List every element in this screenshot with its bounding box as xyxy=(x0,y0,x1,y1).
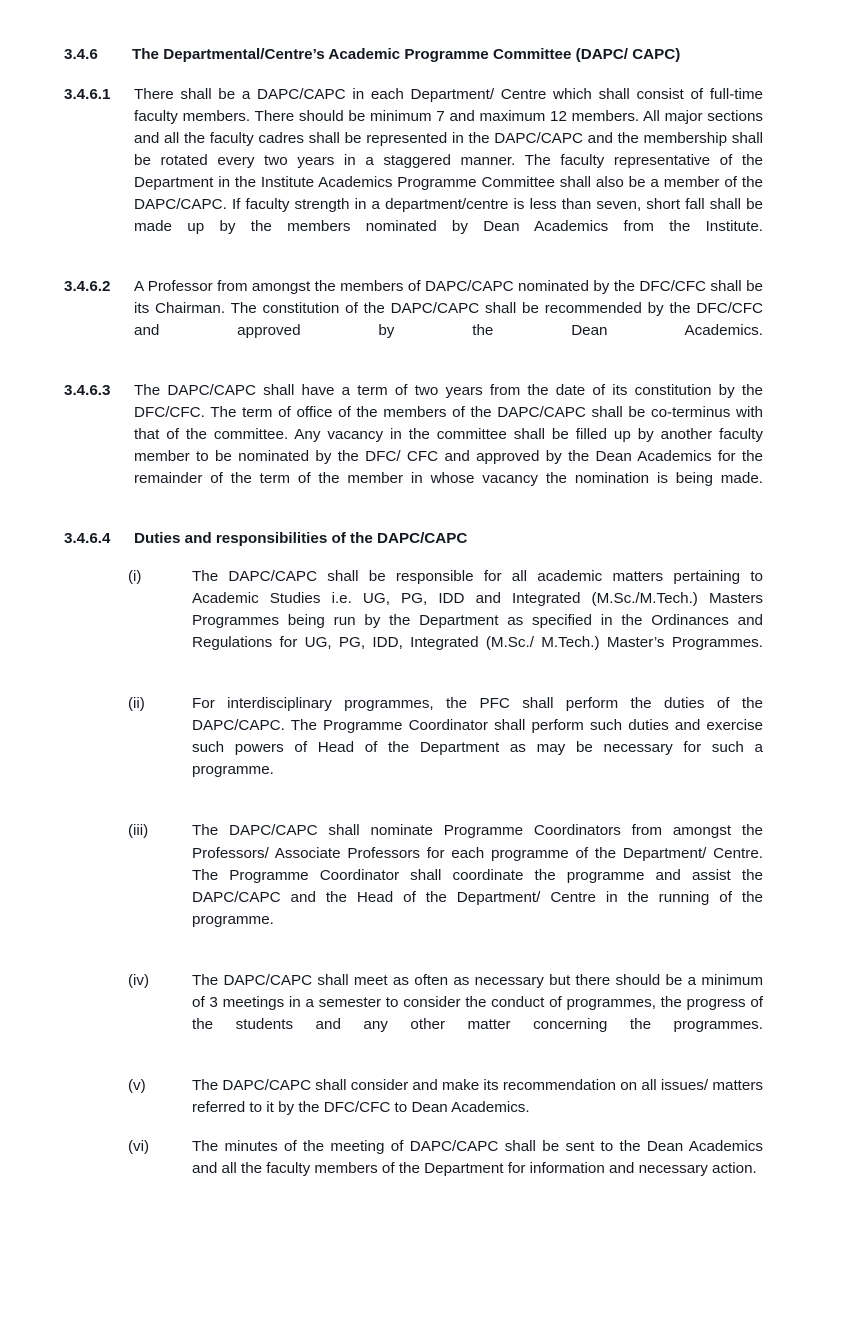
list-item-label: (iii) xyxy=(128,822,149,840)
section-title: The Departmental/Centre’s Academic Programme Committee (DAPC/ CAPC) xyxy=(132,46,681,63)
list-item xyxy=(128,566,763,676)
clause-3-4-6-1 xyxy=(64,84,763,260)
clause-text: The DAPC/CAPC shall have a term of two years from the date of its constitution by the DFC/CFC. The term of office of the members of the DAPC/CAPC shall be co-terminus with that of the committee. Any vacancy in the committee shall be filled up by another faculty member to be nominated by the DFC/ CFC and approved by the Dean Academics for the remainder of the term of the member in whose vacancy the nomination is being made. xyxy=(134,381,763,488)
clause-3-4-6-2 xyxy=(64,276,763,364)
clause-text: There shall be a DAPC/CAPC in each Department/ Centre which shall consist of full-time faculty members. There should be minimum 7 and maximum 12 members. All major sections and all the faculty cadres shall be represented in the DAPC/CAPC and the membership shall be rotated every two years in a staggered manner. The faculty representative of the Department in the Institute Academics Programme Committee shall also be a member of the DAPC/CAPC. If faculty strength in a department/centre is less than seven, short fall shall be made up by the members nominated by Dean Academics from the Institute. xyxy=(134,85,763,235)
section-heading xyxy=(64,44,763,66)
clause-heading-text: Duties and responsibilities of the DAPC/CAPC xyxy=(134,530,468,548)
clause-number: 3.4.6.3 xyxy=(64,381,111,399)
list-item xyxy=(128,970,763,1058)
list-item-label: (i) xyxy=(128,568,142,586)
list-item xyxy=(128,1136,763,1180)
list-item xyxy=(128,820,763,952)
list-item-label: (vi) xyxy=(128,1137,150,1155)
section-number: 3.4.6 xyxy=(64,46,98,63)
clause-3-4-6-4 xyxy=(64,528,763,550)
list-item-label: (iv) xyxy=(128,971,150,989)
clause-3-4-6-3 xyxy=(64,380,763,512)
list-item-text: The DAPC/CAPC shall consider and make its recommendation on all issues/ matters referred to it by the DFC/CFC to Dean Academics. xyxy=(192,1076,763,1116)
list-item-label: (ii) xyxy=(128,695,145,713)
list-item xyxy=(128,693,763,803)
list-item-text: The DAPC/CAPC shall meet as often as necessary but there should be a minimum of 3 meetings in a semester to consider the conduct of programmes, the progress of the students and any other matter concerning the programmes. xyxy=(192,971,763,1033)
list-item-label: (v) xyxy=(128,1076,146,1094)
sub-item-list xyxy=(128,566,763,1180)
list-item-text: The minutes of the meeting of DAPC/CAPC shall be sent to the Dean Academics and all the faculty members of the Department for information and necessary action. xyxy=(192,1137,763,1177)
clause-number: 3.4.6.4 xyxy=(64,530,111,548)
list-item-text: The DAPC/CAPC shall be responsible for all academic matters pertaining to Academic Studies i.e. UG, PG, IDD and Integrated (M.Sc./M.Tech.) Masters Programmes being run by the Department as specified in the Ordinances and Regulations for UG, PG, IDD, Integrated (M.Sc./ M.Tech.) Master’s Programmes. xyxy=(192,568,763,652)
clause-text: A Professor from amongst the members of DAPC/CAPC nominated by the DFC/CFC shall be its Chairman. The constitution of the DAPC/CAPC shall be recommended by the DFC/CFC and approved by the Dean Academics. xyxy=(134,277,763,339)
list-item xyxy=(128,1075,763,1119)
clause-number: 3.4.6.2 xyxy=(64,277,111,295)
clause-number: 3.4.6.1 xyxy=(64,85,111,103)
list-item-text: The DAPC/CAPC shall nominate Programme Coordinators from amongst the Professors/ Associate Professors for each programme of the Department/ Centre. The Programme Coordinator shall coordinate the programme and assist the DAPC/CAPC and the Head of the Department/ Centre in the running of the programme. xyxy=(192,822,763,928)
list-item-text: For interdisciplinary programmes, the PFC shall perform the duties of the DAPC/CAPC. The Programme Coordinator shall perform such duties and exercise such powers of Head of the Department as may be necessary for such a programme. xyxy=(192,695,763,779)
